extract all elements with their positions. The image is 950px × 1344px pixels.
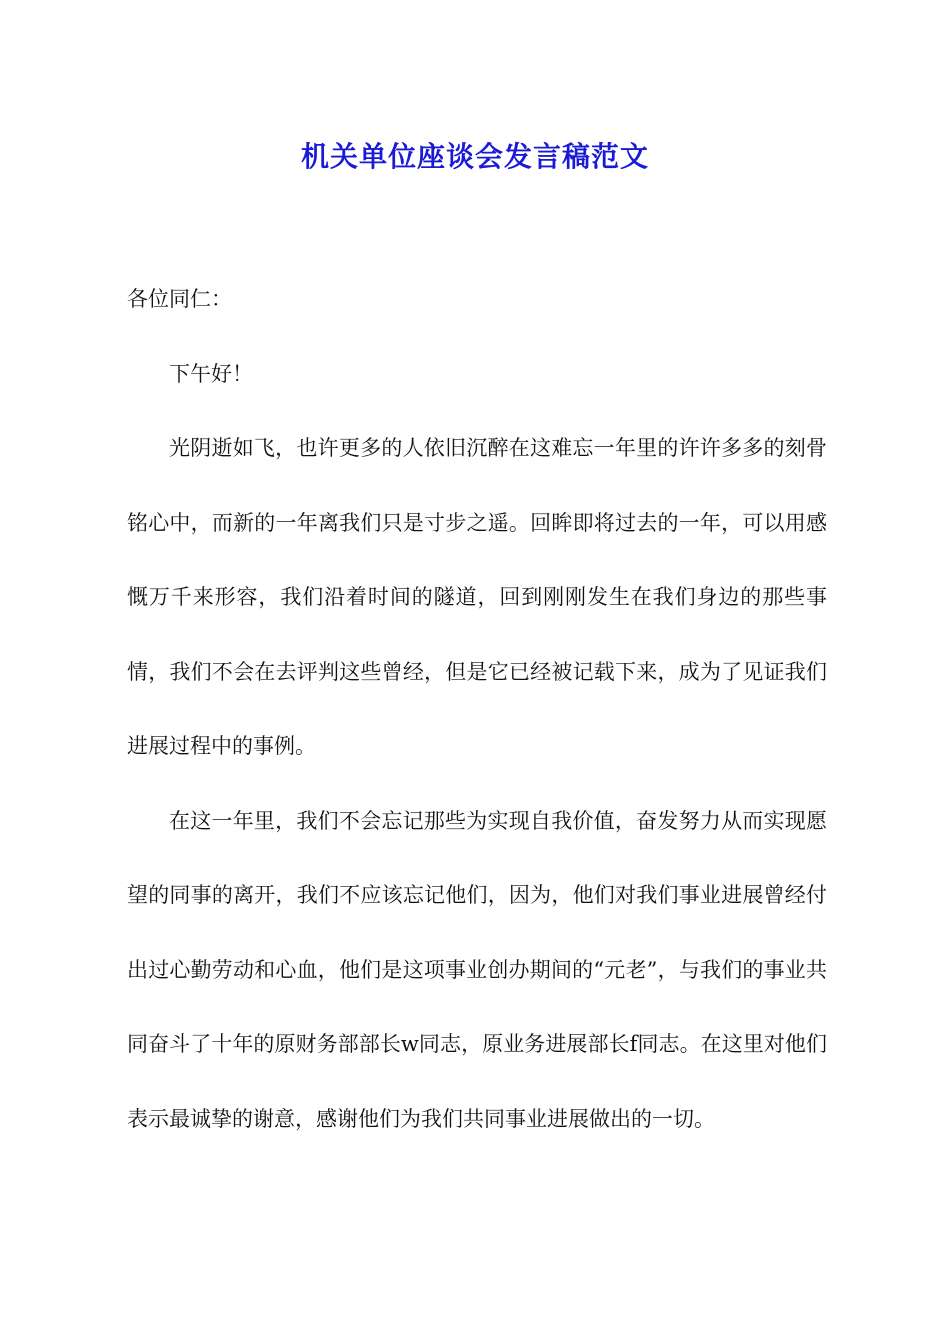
paragraph-2: 在这一年里，我们不会忘记那些为实现自我价值，奋发努力从而实现愿望的同事的离开，我们不应该忘记他们，因为，他们对我们事业进展曾经付出过心勤劳动和心血，他们是这项事业创办期间的“元老”，与我们的事业共同奋斗了十年的原财务部部长w同志，原业务进展部长f同志。在这里对他们表示最诚挚的谢意，感谢他们为我们共同事业进展做出的一切。	[127, 808, 827, 1131]
paragraph-1: 光阴逝如飞，也许更多的人依旧沉醉在这难忘一年里的许许多多的刻骨铭心中，而新的一年离我们只是寸步之遥。回眸即将过去的一年，可以用感慨万千来形容，我们沿着时间的隧道，回到刚刚发生在我们身边的那些事情，我们不会在去评判这些曾经，但是它已经被记载下来，成为了见证我们进展过程中的事例。	[127, 436, 827, 758]
greeting: 下午好！	[169, 361, 253, 386]
document-body	[127, 262, 827, 1156]
document-title: 机关单位座谈会发言稿范文	[300, 139, 649, 173]
salutation: 各位同仁：	[127, 287, 232, 311]
